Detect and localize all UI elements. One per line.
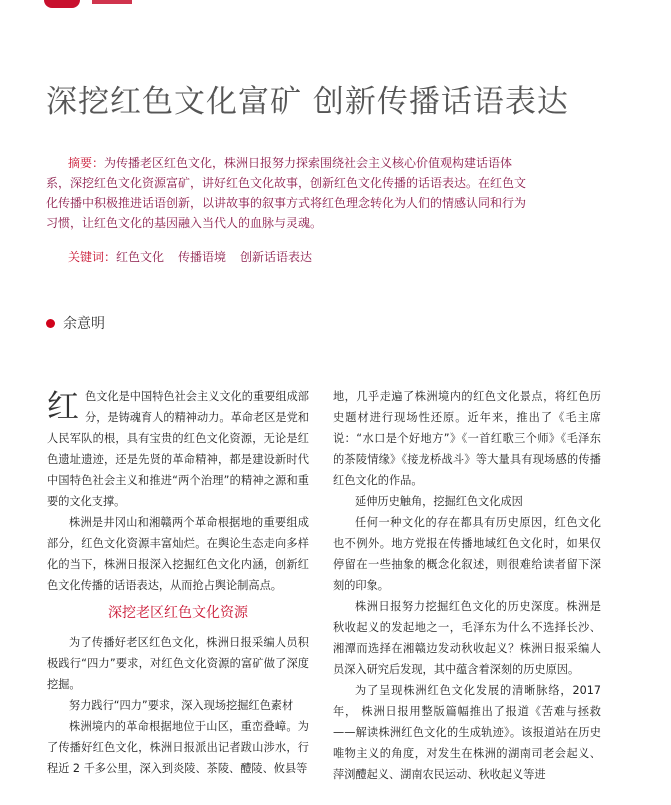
- body-paragraph: 为了传播好老区红色文化，株洲日报采编人员积极践行“四力”要求，对红色文化资源的富矿做了深度挖掘。: [47, 636, 309, 691]
- body-paragraph: 地，几乎走遍了株洲境内的红色文化景点，将红色历史题材进行现场性还原。近年来，推出了《毛主席说：“水口是个好地方”》《一首红歌三个师》《毛泽东的茶陵情缘》《接龙桥战斗》等大量具有现场感的传播红色文化的作品。: [333, 390, 601, 487]
- keyword-3: 创新话语表达: [240, 250, 313, 264]
- body-subheading: 延伸历史触角，挖掘红色文化成因: [355, 495, 523, 508]
- body-column-left: [47, 386, 309, 779]
- body-column-right: [333, 386, 601, 785]
- author-name: 余意明: [63, 316, 105, 332]
- body-paragraph: 任何一种文化的存在都具有历史原因，红色文化也不例外。地方党报在传播地域红色文化时，如果仅停留在一些抽象的概念化叙述，则很难给读者留下深刻的印象。: [333, 516, 601, 592]
- bullet-dot-icon: [46, 319, 55, 328]
- article-title: 深挖红色文化富矿 创新传播话语表达: [46, 84, 569, 120]
- keywords-label: 关键词：: [68, 250, 117, 264]
- section-heading: 深挖老区红色文化资源: [108, 605, 248, 621]
- body-paragraph: 努力践行“四力”要求，深入现场挖掘红色素材: [69, 699, 294, 712]
- journal-logo-text: [92, 0, 132, 4]
- body-paragraph: 株洲日报努力挖掘红色文化的历史深度。株洲是秋收起义的发起地之一，毛泽东为什么不选择长沙、湘潭而选择在湘赣边发动秋收起义？株洲日报采编人员深入研究后发现，其中蕴含着深刻的历史原因。: [333, 600, 601, 676]
- author-line: [46, 313, 105, 333]
- abstract-text: 为传播老区红色文化，株洲日报努力探索围绕社会主义核心价值观构建话语体系，深挖红色文化资源富矿，讲好红色文化故事，创新红色文化传播的话语表达。在红色文化传播中积极推进话语创新，以讲故事的叙事方式将红色理念转化为人们的情感认同和行为习惯，让红色文化的基因融入当代人的血脉与灵魂。: [46, 156, 527, 230]
- drop-cap: 红: [47, 387, 80, 425]
- abstract: [46, 153, 526, 233]
- abstract-label: 摘要：: [68, 156, 105, 170]
- journal-logo-mark: [44, 0, 80, 8]
- keyword-2: 传播语境: [178, 250, 227, 264]
- body-paragraph: 株洲境内的革命根据地位于山区，重峦叠嶂。为了传播好红色文化，株洲日报派出记者跋山涉水，行程近 2 千多公里，深入到炎陵、茶陵、醴陵、攸县等: [47, 720, 309, 775]
- keyword-1: 红色文化: [116, 250, 165, 264]
- keywords: [68, 248, 568, 265]
- body-paragraph: 红色文化是中国特色社会主义文化的重要组成部分，是铸魂育人的精神动力。革命老区是党和人民军队的根，具有宝贵的红色文化资源，无论是红色遗址遗迹，还是先贤的革命精神，都是建设新时代中国特色社会主义和推进“两个治理”的精神之源和重要的文化支撑。: [47, 387, 309, 508]
- body-paragraph: 株洲是井冈山和湘赣两个革命根据地的重要组成部分，红色文化资源丰富灿烂。在舆论生态走向多样化的当下，株洲日报深入挖掘红色文化内涵，创新红色文化传播的话语表达，从而抢占舆论制高点。: [47, 516, 309, 592]
- body-paragraph: 为了呈现株洲红色文化发展的清晰脉络，2017 年， 株洲日报用整版篇幅推出了报道《苦难与拯救——解读株洲红色文化的生成轨迹》。该报道站在历史唯物主义的角度，对发生在株洲的湖南司老会起义、萍浏醴起义、湖南农民运动、秋收起义等进: [333, 684, 601, 781]
